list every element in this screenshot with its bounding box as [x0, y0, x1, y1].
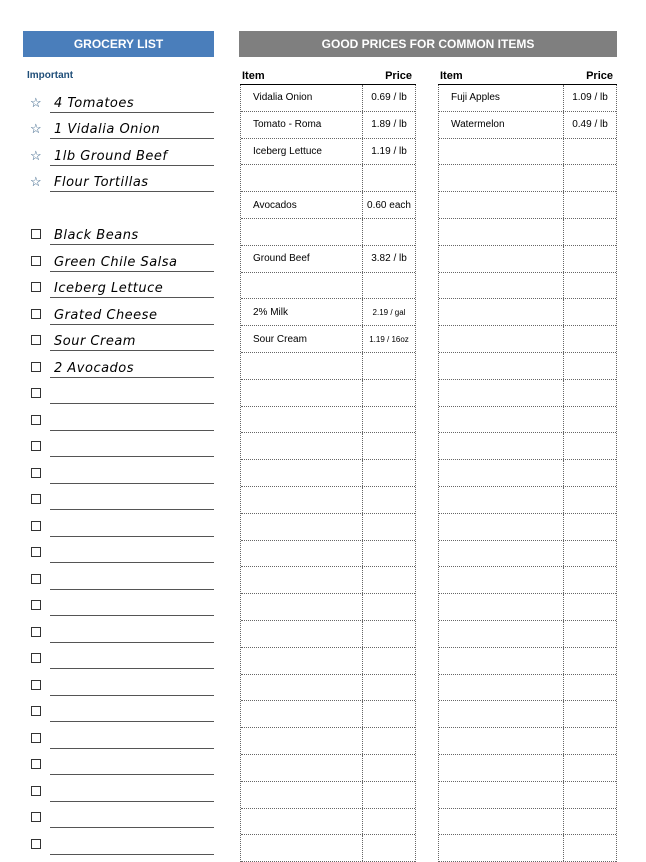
price-row: [439, 541, 616, 568]
price-item-cell[interactable]: [439, 809, 563, 835]
price-row: [241, 541, 415, 568]
checklist-item[interactable]: [27, 245, 214, 272]
price-value-cell[interactable]: 0.69 / lb: [362, 85, 415, 111]
checkbox[interactable]: [31, 812, 41, 822]
checklist-item-text[interactable]: 2 Avocados: [54, 360, 135, 376]
column-header-price: Price: [586, 70, 613, 82]
price-item-cell[interactable]: [439, 139, 563, 165]
column-header-item: Item: [440, 70, 463, 82]
price-item-cell[interactable]: [241, 380, 362, 406]
important-item-text[interactable]: 4 Tomatoes: [54, 95, 135, 111]
column-header-price: Price: [385, 70, 412, 82]
checkbox[interactable]: [31, 653, 41, 663]
price-value-cell[interactable]: [362, 407, 415, 433]
price-item-cell[interactable]: [241, 273, 362, 299]
price-value-cell[interactable]: [362, 380, 415, 406]
price-item-cell[interactable]: [439, 514, 563, 540]
checkbox[interactable]: [31, 388, 41, 398]
price-value-cell[interactable]: [563, 139, 616, 165]
price-value-cell[interactable]: 0.49 / lb: [563, 112, 616, 138]
price-row: [439, 809, 616, 836]
price-row: [241, 85, 415, 112]
price-row: [439, 353, 616, 380]
price-row: [241, 701, 415, 728]
price-row: [439, 487, 616, 514]
checklist-item[interactable]: [27, 457, 214, 484]
checklist-item[interactable]: [27, 404, 214, 431]
column-header-item: Item: [242, 70, 265, 82]
checkbox[interactable]: [31, 627, 41, 637]
price-item-cell[interactable]: [439, 541, 563, 567]
price-row: [241, 675, 415, 702]
checkbox[interactable]: [31, 759, 41, 769]
price-item-cell[interactable]: [241, 567, 362, 593]
price-item-cell[interactable]: [439, 728, 563, 754]
grocery-list: [27, 86, 214, 855]
price-row: [241, 835, 415, 862]
checklist-item[interactable]: [27, 616, 214, 643]
price-item-cell[interactable]: [241, 782, 362, 808]
price-item-cell[interactable]: Watermelon: [451, 119, 505, 131]
price-item-cell[interactable]: Vidalia Onion: [253, 92, 313, 104]
price-row: [241, 139, 415, 166]
checklist-item[interactable]: [27, 351, 214, 378]
checklist-item[interactable]: [27, 590, 214, 617]
checklist-item-text[interactable]: Green Chile Salsa: [54, 254, 178, 270]
price-value-cell[interactable]: [362, 353, 415, 379]
price-row: [439, 85, 616, 112]
price-row: [241, 487, 415, 514]
price-row: [241, 648, 415, 675]
price-value-cell[interactable]: [362, 728, 415, 754]
price-value-cell[interactable]: [563, 353, 616, 379]
checkbox[interactable]: [31, 521, 41, 531]
important-item[interactable]: [27, 166, 214, 193]
price-value-cell[interactable]: [563, 460, 616, 486]
star-icon[interactable]: ☆: [30, 94, 42, 110]
good-prices-header: GOOD PRICES FOR COMMON ITEMS: [239, 31, 617, 57]
price-row: [439, 165, 616, 192]
checklist-item[interactable]: [27, 775, 214, 802]
price-value-cell[interactable]: [362, 701, 415, 727]
price-value-cell[interactable]: 1.19 / 16oz: [362, 326, 415, 352]
price-item-cell[interactable]: Tomato - Roma: [253, 119, 322, 131]
checkbox[interactable]: [31, 415, 41, 425]
checklist-item-text[interactable]: Iceberg Lettuce: [54, 281, 164, 296]
checkbox[interactable]: [31, 574, 41, 584]
price-value-cell[interactable]: [362, 809, 415, 835]
price-item-cell[interactable]: [439, 407, 563, 433]
price-value-cell[interactable]: [563, 835, 616, 861]
price-value-cell[interactable]: [563, 246, 616, 272]
price-value-cell[interactable]: [563, 701, 616, 727]
price-row: [241, 165, 415, 192]
price-table-right: [438, 70, 617, 862]
important-item-text[interactable]: 1lb Ground Beef: [54, 148, 168, 164]
grocery-list-header: GROCERY LIST: [23, 31, 214, 57]
important-item[interactable]: [27, 113, 214, 140]
checklist-item[interactable]: [27, 484, 214, 511]
price-row: [241, 567, 415, 594]
price-value-cell[interactable]: [362, 460, 415, 486]
price-row: [439, 273, 616, 300]
checklist-item[interactable]: [27, 643, 214, 670]
price-value-cell[interactable]: [362, 514, 415, 540]
checkbox[interactable]: [31, 600, 41, 610]
price-value-cell[interactable]: [563, 541, 616, 567]
price-value-cell[interactable]: [563, 380, 616, 406]
price-row: [241, 353, 415, 380]
price-value-cell[interactable]: [563, 514, 616, 540]
checkbox[interactable]: [31, 441, 41, 451]
price-value-cell[interactable]: [563, 755, 616, 781]
price-item-cell[interactable]: [241, 701, 362, 727]
price-value-cell[interactable]: [362, 782, 415, 808]
checklist-item[interactable]: [27, 510, 214, 537]
price-item-cell[interactable]: [241, 407, 362, 433]
price-item-cell[interactable]: [439, 299, 563, 325]
price-value-cell[interactable]: 1.19 / lb: [362, 139, 415, 165]
checklist-item[interactable]: [27, 537, 214, 564]
price-row: [241, 246, 415, 273]
star-icon[interactable]: ☆: [30, 147, 42, 163]
price-item-cell[interactable]: [241, 433, 362, 459]
price-item-cell[interactable]: [439, 487, 563, 513]
price-row: [439, 835, 616, 862]
price-item-cell[interactable]: [241, 755, 362, 781]
star-icon[interactable]: ☆: [30, 121, 42, 136]
price-item-cell[interactable]: 2% Milk: [253, 306, 289, 318]
price-item-cell[interactable]: [241, 594, 362, 620]
price-item-cell[interactable]: [241, 514, 362, 540]
checkbox[interactable]: [31, 839, 41, 849]
price-value-cell[interactable]: 1.89 / lb: [362, 112, 415, 138]
price-value-cell[interactable]: [362, 621, 415, 647]
important-item[interactable]: [27, 139, 214, 166]
price-value-cell[interactable]: [362, 541, 415, 567]
price-item-cell[interactable]: [439, 782, 563, 808]
price-item-cell[interactable]: [439, 433, 563, 459]
price-value-cell[interactable]: [362, 433, 415, 459]
price-value-cell[interactable]: [362, 165, 415, 191]
price-row: [439, 407, 616, 434]
price-value-cell[interactable]: [563, 192, 616, 218]
checklist-item[interactable]: [27, 749, 214, 776]
price-item-cell[interactable]: [241, 353, 362, 379]
price-row: [439, 192, 616, 219]
price-table-header: [240, 70, 416, 85]
price-value-cell[interactable]: [362, 755, 415, 781]
price-value-cell[interactable]: [563, 728, 616, 754]
price-row: [439, 219, 616, 246]
checklist-item[interactable]: [27, 431, 214, 458]
price-value-cell[interactable]: [362, 648, 415, 674]
checkbox[interactable]: [31, 494, 41, 504]
checklist-item[interactable]: [27, 802, 214, 829]
price-item-cell[interactable]: [439, 192, 563, 218]
star-icon[interactable]: ☆: [30, 174, 42, 189]
price-row: [439, 621, 616, 648]
price-value-cell[interactable]: [563, 782, 616, 808]
price-item-cell[interactable]: [241, 219, 362, 245]
price-row: [439, 326, 616, 353]
price-value-cell[interactable]: [563, 567, 616, 593]
price-item-cell[interactable]: [439, 835, 563, 861]
checklist-item[interactable]: [27, 563, 214, 590]
price-value-cell[interactable]: 2.19 / gal: [362, 299, 415, 325]
price-value-cell[interactable]: [563, 433, 616, 459]
price-value-cell[interactable]: [362, 487, 415, 513]
checklist-item[interactable]: [27, 272, 214, 299]
price-row: [439, 782, 616, 809]
price-row: [241, 514, 415, 541]
price-row: [241, 326, 415, 353]
checklist-item[interactable]: [27, 722, 214, 749]
price-row: [439, 433, 616, 460]
price-item-cell[interactable]: [439, 380, 563, 406]
price-item-cell[interactable]: [439, 326, 563, 352]
price-row: [241, 728, 415, 755]
checkbox[interactable]: [31, 786, 41, 796]
price-item-cell[interactable]: [241, 675, 362, 701]
price-value-cell[interactable]: [563, 219, 616, 245]
price-row: [439, 514, 616, 541]
important-item[interactable]: [27, 86, 214, 113]
price-row: [439, 755, 616, 782]
price-row: [241, 755, 415, 782]
price-item-cell[interactable]: [241, 487, 362, 513]
price-value-cell[interactable]: 0.60 each: [362, 192, 415, 218]
price-row: [439, 648, 616, 675]
checkbox[interactable]: [31, 547, 41, 557]
price-value-cell[interactable]: [563, 648, 616, 674]
price-row: [439, 460, 616, 487]
price-row: [241, 407, 415, 434]
price-item-cell[interactable]: [241, 835, 362, 861]
price-value-cell[interactable]: [563, 299, 616, 325]
checklist-item[interactable]: [27, 325, 214, 352]
price-item-cell[interactable]: [241, 165, 362, 191]
price-row: [241, 809, 415, 836]
checklist-item-text[interactable]: Sour Cream: [54, 334, 136, 349]
price-item-cell[interactable]: [439, 219, 563, 245]
price-item-cell[interactable]: [241, 621, 362, 647]
price-item-cell[interactable]: [439, 165, 563, 191]
price-row: [439, 728, 616, 755]
checklist-item-text[interactable]: Grated Cheese: [54, 307, 158, 323]
price-row: [241, 621, 415, 648]
checkbox[interactable]: [31, 733, 41, 743]
price-item-cell[interactable]: Ground Beef: [253, 253, 310, 265]
price-row: [241, 299, 415, 326]
list-spacer: [27, 192, 214, 219]
price-value-cell[interactable]: [563, 273, 616, 299]
price-value-cell[interactable]: [563, 809, 616, 835]
price-row: [439, 246, 616, 273]
price-item-cell[interactable]: [439, 353, 563, 379]
price-item-cell[interactable]: [439, 246, 563, 272]
price-value-cell[interactable]: [563, 407, 616, 433]
price-value-cell[interactable]: 1.09 / lb: [563, 85, 616, 111]
price-value-cell[interactable]: [563, 165, 616, 191]
price-value-cell[interactable]: [362, 273, 415, 299]
underline: [50, 854, 214, 855]
price-row: [241, 112, 415, 139]
price-row: [241, 782, 415, 809]
price-row: [439, 380, 616, 407]
price-row: [439, 675, 616, 702]
checklist-item[interactable]: [27, 378, 214, 405]
price-item-cell[interactable]: Iceberg Lettuce: [253, 145, 322, 157]
price-row: [241, 433, 415, 460]
price-item-cell[interactable]: [439, 701, 563, 727]
price-value-cell[interactable]: [362, 835, 415, 861]
checklist-item[interactable]: [27, 669, 214, 696]
price-row: [241, 594, 415, 621]
price-value-cell[interactable]: [362, 219, 415, 245]
price-table-left: [240, 70, 416, 862]
price-row: [439, 299, 616, 326]
price-row: [439, 701, 616, 728]
checkbox[interactable]: [31, 706, 41, 716]
price-item-cell[interactable]: [241, 809, 362, 835]
price-value-cell[interactable]: [563, 621, 616, 647]
price-value-cell[interactable]: [563, 487, 616, 513]
price-item-cell[interactable]: Avocados: [253, 199, 297, 211]
price-row: [439, 112, 616, 139]
important-label: Important: [27, 70, 74, 81]
checkbox[interactable]: [31, 309, 41, 319]
price-row: [439, 139, 616, 166]
price-row: [241, 219, 415, 246]
price-item-cell[interactable]: [439, 594, 563, 620]
price-item-cell[interactable]: [439, 460, 563, 486]
checklist-item[interactable]: [27, 298, 214, 325]
price-item-cell[interactable]: [439, 567, 563, 593]
checkbox[interactable]: [31, 256, 41, 266]
price-item-cell[interactable]: [241, 728, 362, 754]
checkbox[interactable]: [31, 362, 41, 372]
price-row: [439, 594, 616, 621]
price-item-cell[interactable]: Sour Cream: [253, 333, 307, 345]
checkbox[interactable]: [31, 282, 41, 292]
price-item-cell[interactable]: Fuji Apples: [451, 92, 500, 104]
price-table-header: [438, 70, 617, 85]
price-item-cell[interactable]: [241, 648, 362, 674]
checklist-item[interactable]: [27, 828, 214, 855]
price-item-cell[interactable]: [241, 541, 362, 567]
underline: [50, 191, 214, 192]
price-row: [241, 273, 415, 300]
price-row: [241, 380, 415, 407]
price-item-cell[interactable]: [241, 460, 362, 486]
checkbox[interactable]: [31, 335, 41, 345]
checklist-item-text[interactable]: Black Beans: [54, 228, 139, 243]
price-row: [241, 460, 415, 487]
checkbox[interactable]: [31, 680, 41, 690]
price-row: [439, 567, 616, 594]
price-value-cell[interactable]: [563, 326, 616, 352]
price-value-cell[interactable]: [362, 675, 415, 701]
price-value-cell[interactable]: [362, 594, 415, 620]
price-item-cell[interactable]: [439, 675, 563, 701]
price-value-cell[interactable]: 3.82 / lb: [362, 246, 415, 272]
price-value-cell[interactable]: [563, 594, 616, 620]
price-item-cell[interactable]: [439, 273, 563, 299]
important-item-text[interactable]: Flour Tortillas: [54, 175, 149, 190]
checkbox[interactable]: [31, 468, 41, 478]
price-value-cell[interactable]: [563, 675, 616, 701]
price-value-cell[interactable]: [362, 567, 415, 593]
important-item-text[interactable]: 1 Vidalia Onion: [54, 122, 161, 137]
checklist-item[interactable]: [27, 696, 214, 723]
checklist-item[interactable]: [27, 219, 214, 246]
price-row: [241, 192, 415, 219]
price-item-cell[interactable]: [439, 621, 563, 647]
price-item-cell[interactable]: [439, 755, 563, 781]
price-item-cell[interactable]: [439, 648, 563, 674]
checkbox[interactable]: [31, 229, 41, 239]
